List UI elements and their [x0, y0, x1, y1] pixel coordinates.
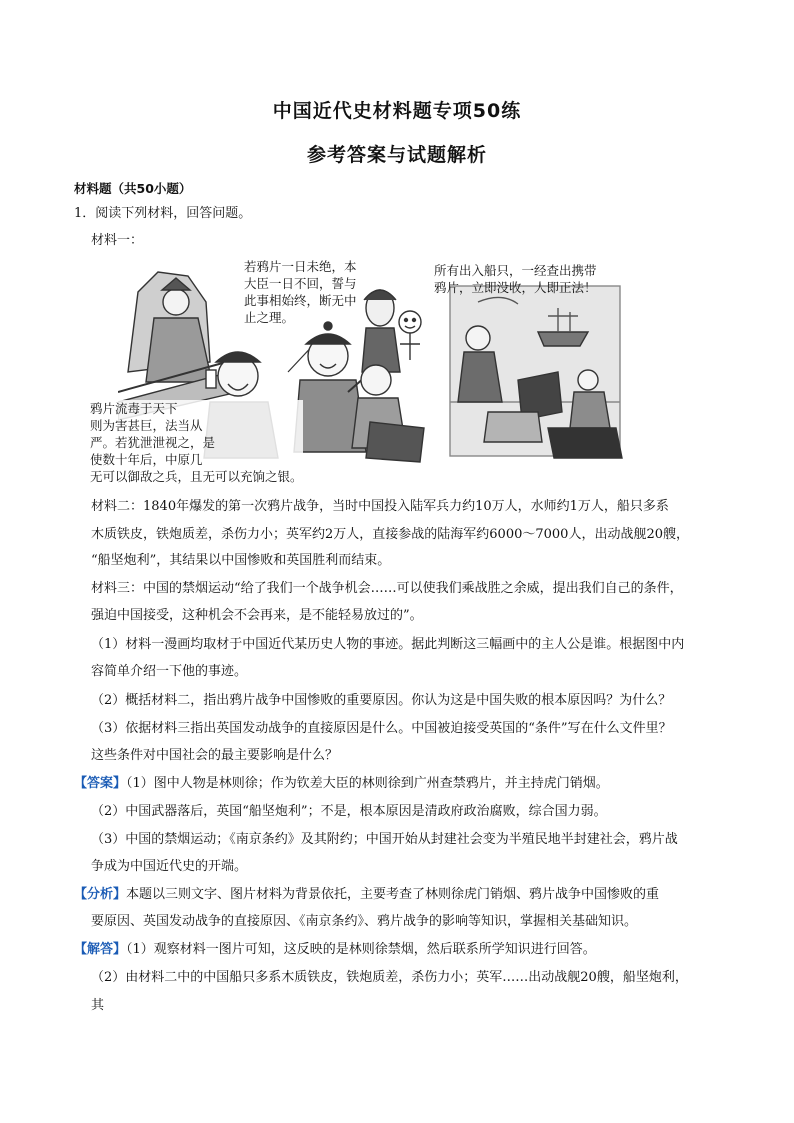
answer-tag: 【答案】: [74, 776, 127, 791]
material-1-label: 材料一：: [91, 233, 144, 248]
analysis-line: 要原因、英国发动战争的直接原因、《南京条约》、鸦片战争的影响等知识，掌握相关基础知识。: [91, 914, 638, 929]
bubble-3-line: 严。若犹泄泄视之，是: [90, 435, 216, 450]
sub-question-3-cont: 这些条件对中国社会的最主要影响是什么？: [91, 748, 339, 763]
analysis-line: [74, 886, 659, 904]
bubble-2-line: 所有出入船只，一经查出携带: [434, 263, 597, 278]
solution-tag: 【解答】: [74, 942, 127, 957]
sub-question-1-cont: 容简单介绍一下他的事迹。: [91, 664, 248, 679]
sub-question-3: （3）依据材料三指出英国发动战争的直接原因是什么。中国被迫接受英国的“条件”写在什么文件里？: [91, 721, 672, 736]
answer-line: （2）中国武器落后，英国“船坚炮利”；不是，根本原因是清政府政治腐败，综合国力弱。: [91, 804, 607, 819]
bubble-3-line: 使数十年后，中原几: [90, 452, 203, 467]
body-line: 材料三：中国的禁烟运动“给了我们一个战争机会……可以使我们乘战胜之余威，提出我们自己的条件，: [91, 581, 683, 596]
answer-text: （1）图中人物是林则徐；作为钦差大臣的林则徐到广州查禁鸦片，并主持虎门销烟。: [126, 776, 609, 791]
solution-line: （2）由材料二中的中国船只多系木质铁皮，铁炮质差，杀伤力小；英军……出动战舰20艘，船坚炮利，: [91, 970, 688, 985]
bubble-3-line: 则为害甚巨，法当从: [90, 418, 203, 433]
sub-question-1: （1）材料一漫画均取材于中国近代某历史人物的事迹。据此判断这三幅画中的主人公是谁。根据图中内: [91, 637, 685, 652]
answer-line: 争成为中国近代史的开端。: [91, 859, 248, 874]
section-heading: 材料题（共50小题）: [74, 181, 192, 196]
speech-bubble-1: [244, 258, 357, 326]
body-line: 木质铁皮，铁炮质差，杀伤力小；英军约2万人，直接参战的陆海军约6000～7000人，出动战舰20艘，: [91, 527, 689, 542]
bubble-1-line: 大臣一日不回，誓与: [244, 276, 357, 291]
speech-bubble-3: [90, 400, 303, 485]
document-subtitle: 参考答案与试题解析: [306, 144, 487, 166]
solution-line: [74, 941, 596, 959]
bubble-3-line: 无可以御敌之兵，且无可以充饷之银。: [90, 469, 303, 484]
document-title: 中国近代史材料题专项50练: [272, 100, 522, 122]
sub-question-2: （2）概括材料二，指出鸦片战争中国惨败的重要原因。你认为这是中国失败的根本原因吗？为什么？: [91, 693, 672, 708]
analysis-tag: 【分析】: [74, 887, 127, 902]
bubble-1-line: 止之理。: [244, 310, 295, 325]
solution-line: 其: [91, 998, 105, 1013]
bubble-2-line: 鸦片，立即没收，人即正法！: [434, 280, 597, 295]
body-line: “船坚炮利”，其结果以中国惨败和英国胜利而结束。: [91, 553, 391, 568]
bubble-3-line: 鸦片流毒于天下: [90, 401, 178, 416]
question-stem: 1．阅读下列材料，回答问题。: [74, 206, 252, 221]
solution-text: （1）观察材料一图片可知，这反映的是林则徐禁烟，然后联系所学知识进行回答。: [126, 942, 596, 957]
answer-line: （3）中国的禁烟运动；《南京条约》及其附约；中国开始从封建社会变为半殖民地半封建社会，鸦片战: [91, 832, 678, 847]
speech-bubble-2: [434, 262, 597, 296]
cartoon-illustration: [90, 252, 624, 490]
body-line: 强迫中国接受，这种机会不会再来，是不能轻易放过的”。: [91, 608, 423, 623]
bubble-1-line: 此事相始终，断无中: [244, 293, 357, 308]
bubble-1-line: 若鸦片一日未绝，本: [244, 259, 357, 274]
body-line: 材料二：1840年爆发的第一次鸦片战争，当时中国投入陆军兵力约10万人，水师约1万人，船只多系: [91, 499, 669, 514]
answer-line: [74, 775, 609, 793]
analysis-text: 本题以三则文字、图片材料为背景依托，主要考查了林则徐虎门销烟、鸦片战争中国惨败的重: [126, 887, 660, 902]
